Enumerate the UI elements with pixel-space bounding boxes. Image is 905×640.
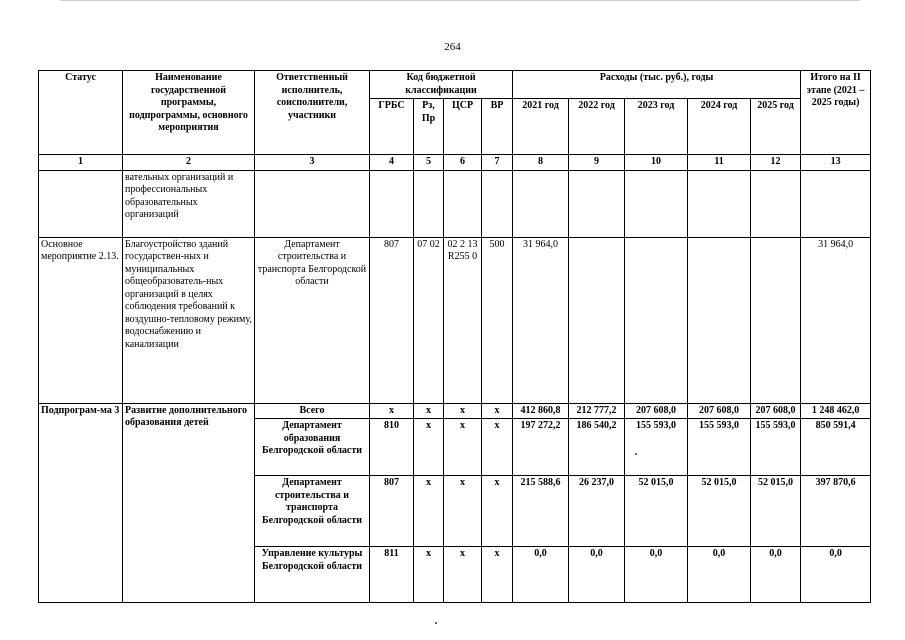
header-grbs: ГРБС <box>370 99 414 155</box>
grbs-cell: 807 <box>370 476 414 547</box>
total-cell: 850 591,4 <box>801 419 871 476</box>
scan-speck <box>435 622 437 624</box>
header-budget-code: Код бюджетной классификации <box>370 71 513 99</box>
table-row <box>39 237 871 403</box>
header-csr: ЦСР <box>444 99 482 155</box>
rz-pr-cell: 07 02 <box>414 237 444 403</box>
csr-cell: x <box>444 419 482 476</box>
grbs-cell: x <box>370 403 414 419</box>
grbs-cell: 810 <box>370 419 414 476</box>
rz-pr-cell: x <box>414 476 444 547</box>
header-2022: 2022 год <box>569 99 625 155</box>
value-2025-cell: 207 608,0 <box>751 403 801 419</box>
header-executor: Ответственный исполнитель, соисполнители, участники <box>255 71 370 155</box>
col-number: 8 <box>513 155 569 171</box>
executor-cell: Управление культуры Белгородской области <box>255 547 370 603</box>
value-2024-cell: 0,0 <box>688 547 751 603</box>
vr-cell: x <box>482 547 513 603</box>
col-number: 12 <box>751 155 801 171</box>
measure-executor-cell: Департамент строительства и транспорта Белгородской области <box>255 237 370 403</box>
col-number: 1 <box>39 155 123 171</box>
col-number: 2 <box>123 155 255 171</box>
value-2021-cell: 31 964,0 <box>513 237 569 403</box>
csr-cell: x <box>444 547 482 603</box>
value-2025-cell: 52 015,0 <box>751 476 801 547</box>
table-row <box>39 170 871 237</box>
budget-table <box>38 70 871 603</box>
col-number: 10 <box>625 155 688 171</box>
value-2023-cell: 52 015,0 <box>625 476 688 547</box>
column-number-row <box>39 155 871 171</box>
value-2021-cell: 215 588,6 <box>513 476 569 547</box>
value-2025-cell: 0,0 <box>751 547 801 603</box>
top-rule <box>60 0 860 1</box>
continued-name-cell: вательных организаций и профессиональных образовательных организаций <box>123 170 255 237</box>
header-rz-pr: Рз, Пр <box>414 99 444 155</box>
value-2022-cell: 26 237,0 <box>569 476 625 547</box>
total-cell: 31 964,0 <box>801 237 871 403</box>
vr-cell: x <box>482 403 513 419</box>
value-2023-cell: 155 593,0 <box>625 419 688 476</box>
executor-cell: Департамент образования Белгородской области <box>255 419 370 476</box>
page-number: 264 <box>444 41 461 53</box>
scan-speck <box>635 453 637 455</box>
vr-cell: x <box>482 419 513 476</box>
value-2022-cell: 186 540,2 <box>569 419 625 476</box>
value-2022-cell <box>569 237 625 403</box>
csr-cell: x <box>444 476 482 547</box>
measure-status-cell: Основное мероприятие 2.13. <box>39 237 123 403</box>
measure-name-cell: Благоустройство зданий государствен-ных и муниципальных общеобразователь-ных организаций в целях соблюдения требований к воздушно-тепловому режиму, водоснабжению и канализации <box>123 237 255 403</box>
header-total: Итого на II этапе (2021 – 2025 годы) <box>801 71 871 155</box>
total-cell: 397 870,6 <box>801 476 871 547</box>
col-number: 7 <box>482 155 513 171</box>
col-number: 3 <box>255 155 370 171</box>
value-2023-cell <box>625 237 688 403</box>
value-2021-cell: 412 860,8 <box>513 403 569 419</box>
header-2024: 2024 год <box>688 99 751 155</box>
total-cell: 1 248 462,0 <box>801 403 871 419</box>
csr-cell: 02 2 13 R255 0 <box>444 237 482 403</box>
header-status: Статус <box>39 71 123 155</box>
header-2023: 2023 год <box>625 99 688 155</box>
executor-cell: Департамент строительства и транспорта Белгородской области <box>255 476 370 547</box>
table-row <box>39 403 871 419</box>
col-number: 5 <box>414 155 444 171</box>
col-number: 6 <box>444 155 482 171</box>
value-2021-cell: 197 272,2 <box>513 419 569 476</box>
header-expenses: Расходы (тыс. руб.), годы <box>513 71 801 99</box>
value-2024-cell <box>688 237 751 403</box>
value-2023-cell: 207 608,0 <box>625 403 688 419</box>
col-number: 13 <box>801 155 871 171</box>
grbs-cell: 811 <box>370 547 414 603</box>
header-2021: 2021 год <box>513 99 569 155</box>
header-name: Наименование государственной программы, подпрограммы, основного мероприятия <box>123 71 255 155</box>
col-number: 11 <box>688 155 751 171</box>
rz-pr-cell: x <box>414 403 444 419</box>
value-2021-cell: 0,0 <box>513 547 569 603</box>
value-2022-cell: 212 777,2 <box>569 403 625 419</box>
subprogram-name-cell: Развитие дополнительного образования детей <box>123 403 255 603</box>
grbs-cell: 807 <box>370 237 414 403</box>
value-2025-cell <box>751 237 801 403</box>
col-number: 4 <box>370 155 414 171</box>
rz-pr-cell: x <box>414 419 444 476</box>
value-2025-cell: 155 593,0 <box>751 419 801 476</box>
subprogram-status-cell: Подпрограм-ма 3 <box>39 403 123 603</box>
value-2024-cell: 207 608,0 <box>688 403 751 419</box>
header-2025: 2025 год <box>751 99 801 155</box>
value-2022-cell: 0,0 <box>569 547 625 603</box>
header-vr: ВР <box>482 99 513 155</box>
value-2024-cell: 52 015,0 <box>688 476 751 547</box>
rz-pr-cell: x <box>414 547 444 603</box>
value-2023-cell: 0,0 <box>625 547 688 603</box>
vr-cell: x <box>482 476 513 547</box>
vr-cell: 500 <box>482 237 513 403</box>
total-cell: 0,0 <box>801 547 871 603</box>
executor-cell: Всего <box>255 403 370 419</box>
csr-cell: x <box>444 403 482 419</box>
col-number: 9 <box>569 155 625 171</box>
value-2024-cell: 155 593,0 <box>688 419 751 476</box>
